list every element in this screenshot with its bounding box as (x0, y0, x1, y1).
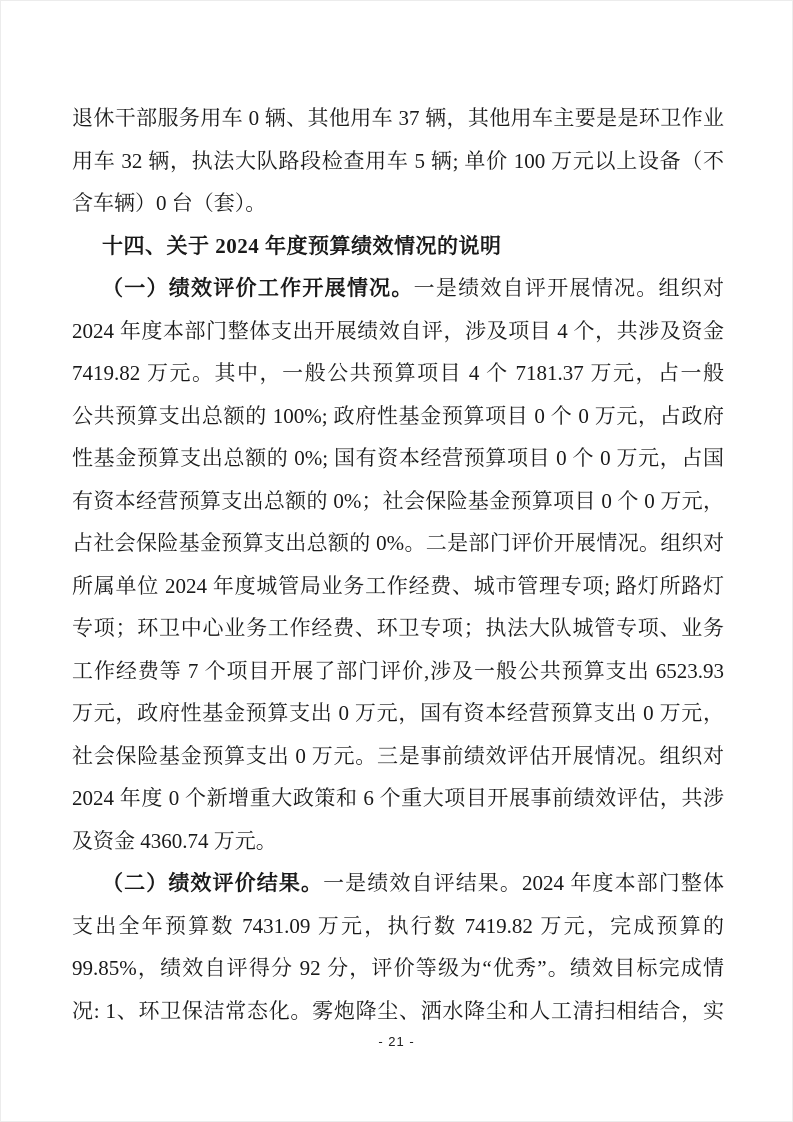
body-text-line: 专项；环卫中心业务工作经费、环卫专项；执法大队城管专项、业务 (72, 616, 724, 640)
body-text-line: 退休干部服务用车 0 辆、其他用车 37 辆，其他用车主要是是环卫作业 (72, 106, 724, 130)
body-text-line (72, 862, 724, 905)
body-text-line: 含车辆）0 台（套）。 (72, 191, 267, 215)
body-text-line: 性基金预算支出总额的 0%; 国有资本经营预算项目 0 个 0 万元，占国 (72, 446, 724, 470)
body-text-line: 万元，政府性基金预算支出 0 万元，国有资本经营预算支出 0 万元， (72, 701, 724, 725)
body-text-line: 有资本经营预算支出总额的 0%；社会保险基金预算项目 0 个 0 万元， (72, 488, 724, 513)
body-text-line: 2024 年度 0 个新增重大政策和 6 个重大项目开展事前绩效评估，共涉 (72, 786, 724, 810)
body-text-line: 公共预算支出总额的 100%; 政府性基金预算项目 0 个 0 万元，占政府 (72, 403, 724, 428)
document-body (72, 97, 724, 1032)
body-text-run: 一是绩效自评结果。2024 年度本部门整体 (323, 871, 724, 895)
page-number: - 21 - (378, 1034, 415, 1049)
body-text-line: 所属单位 2024 年度城管局业务工作经费、城市管理专项; 路灯所路灯 (72, 573, 724, 598)
body-text-line: 及资金 4360.74 万元。 (72, 828, 277, 853)
body-text-line: 用车 32 辆，执法大队路段检查用车 5 辆; 单价 100 万元以上设备（不 (72, 148, 724, 173)
body-text-line: 支出全年预算数 7431.09 万元，执行数 7419.82 万元，完成预算的 (72, 913, 724, 938)
body-text-line: 工作经费等 7 个项目开展了部门评价,涉及一般公共预算支出 6523.93 (72, 658, 724, 683)
body-text-line: 社会保险基金预算支出 0 万元。三是事前绩效评估开展情况。组织对 (72, 743, 724, 768)
subsection-heading-1: （一）绩效评价工作开展情况。 (102, 276, 414, 300)
body-text-line: 占社会保险基金预算支出总额的 0%。二是部门评价开展情况。组织对 (72, 531, 724, 555)
section-heading-14: 十四、关于 2024 年度预算绩效情况的说明 (102, 233, 502, 258)
subsection-heading-2: （二）绩效评价结果。 (102, 871, 324, 895)
body-text-line: 99.85%，绩效自评得分 92 分，评价等级为“优秀”。绩效目标完成情 (72, 956, 724, 980)
body-text-line: 况: 1、环卫保洁常态化。雾炮降尘、洒水降尘和人工清扫相结合，实 (72, 998, 724, 1023)
body-text-line: 2024 年度本部门整体支出开展绩效自评，涉及项目 4 个，共涉及资金 (72, 318, 724, 343)
body-text-run: 一是绩效自评开展情况。组织对 (413, 276, 724, 300)
body-text-line (72, 267, 724, 310)
body-text-line: 7419.82 万元。其中，一般公共预算项目 4 个 7181.37 万元，占一般 (72, 361, 724, 385)
